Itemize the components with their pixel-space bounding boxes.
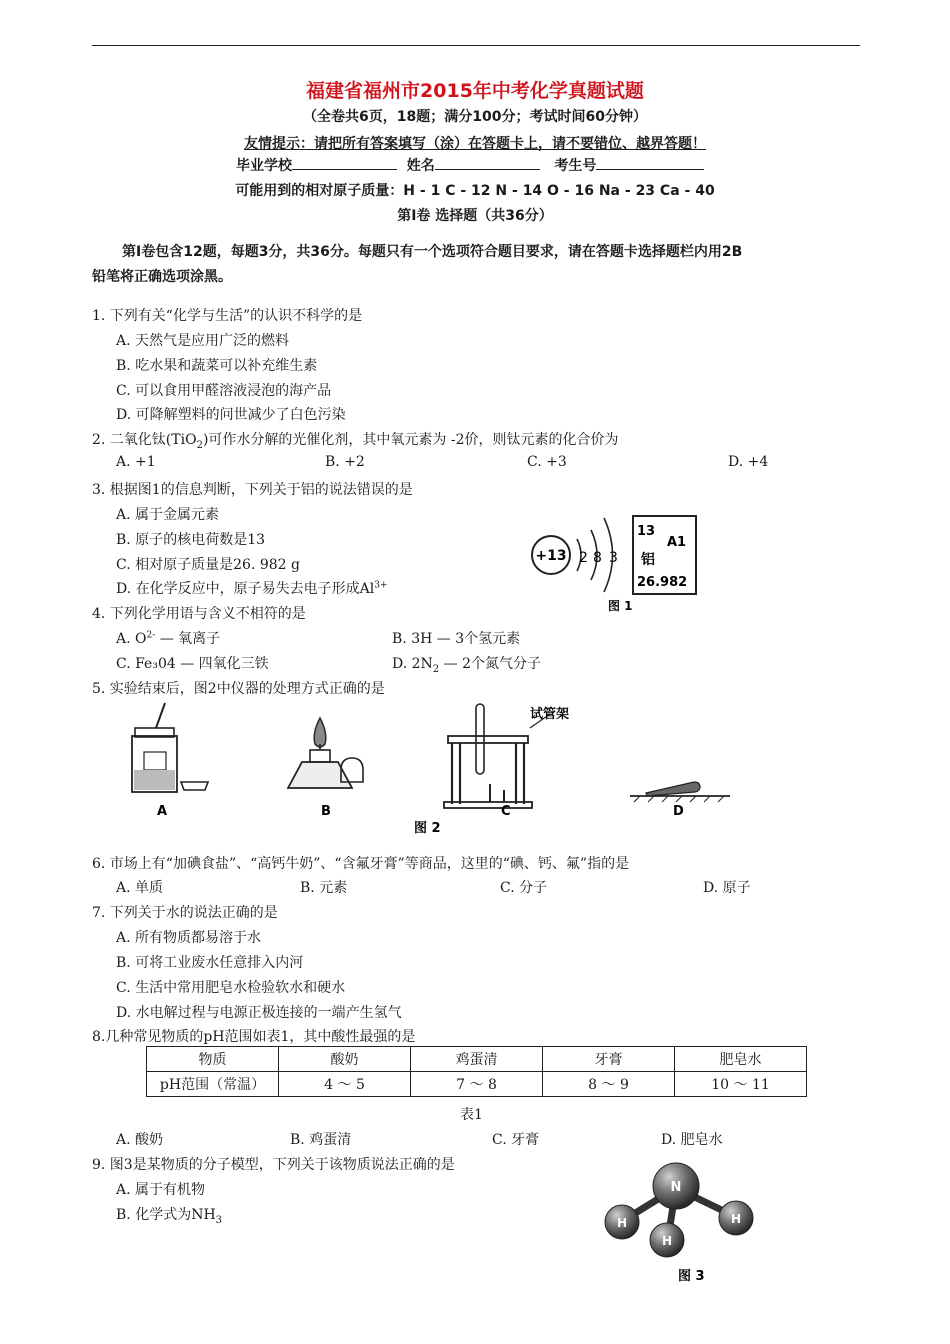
- figure-1-aluminum: [525, 510, 705, 615]
- q6-option-b[interactable]: B. 元素: [300, 880, 348, 896]
- table-cell: 8 ～ 9: [543, 1072, 675, 1097]
- label-a: A: [157, 804, 168, 819]
- q1-option-c[interactable]: C. 可以食用甲醛溶液浸泡的海产品: [116, 383, 332, 399]
- q4-option-b[interactable]: B. 3H — 3个氢元素: [392, 631, 521, 647]
- apparatus-a-jar: [132, 703, 208, 792]
- q1-option-d[interactable]: D. 可降解塑料的问世减少了白色污染: [116, 407, 346, 423]
- q2-option-c[interactable]: C. +3: [527, 454, 567, 470]
- school-blank[interactable]: [292, 155, 397, 170]
- q6-stem: 6. 市场上有“加碘食盐”、“高钙牛奶”、“含氟牙膏”等商品，这里的“碘、钙、氟”指的是: [92, 856, 630, 872]
- apparatus-d-tube: [630, 782, 730, 802]
- q5-stem: 5. 实验结束后，图2中仪器的处理方式正确的是: [92, 681, 385, 697]
- q2-stem: 2. 二氧化钛(TiO$_2$)可作水分解的光催化剂，其中氧元素为 -2价，则钛元素的化合价为: [92, 432, 619, 451]
- q7-stem: 7. 下列关于水的说法正确的是: [92, 905, 278, 921]
- q2-option-a[interactable]: A. +1: [116, 454, 156, 470]
- section-intro-line2: 铅笔将正确选项涂黑。: [92, 269, 232, 285]
- figure-2-apparatus: [120, 698, 740, 840]
- figure-3-caption: 图 3: [678, 1269, 705, 1284]
- q8-option-b[interactable]: B. 鸡蛋清: [290, 1132, 352, 1148]
- exam-info: （全卷共6页，18题；满分100分；考试时间60分钟）: [303, 109, 647, 125]
- header-rule: [92, 45, 860, 46]
- q3-option-b[interactable]: B. 原子的核电荷数是13: [116, 532, 266, 548]
- figure-2-caption: 图 2: [414, 821, 441, 836]
- q1-option-b[interactable]: B. 吃水果和蔬菜可以补充维生素: [116, 358, 318, 374]
- hydrogen-label-2: H: [730, 1212, 742, 1226]
- shell-1-electrons: 2: [579, 550, 588, 566]
- table-cell: 10 ～ 11: [675, 1072, 807, 1097]
- q8-option-d[interactable]: D. 肥皂水: [661, 1132, 723, 1148]
- q8-option-a[interactable]: A. 酸奶: [116, 1132, 164, 1148]
- exam-number-blank[interactable]: [596, 155, 704, 170]
- table-1-caption: 表1: [460, 1107, 483, 1123]
- rack-label: 试管架: [530, 707, 570, 722]
- shell-2-electrons: 8: [593, 550, 602, 566]
- apparatus-b-lamp: [288, 718, 363, 788]
- apparatus-c-rack: [444, 704, 569, 808]
- table-header-cell: 酸奶: [279, 1047, 411, 1072]
- section-title: 第Ⅰ卷 选择题（共36分）: [397, 208, 553, 224]
- exam-tip: 友情提示：请把所有答案填写（涂）在答题卡上，请不要错位、越界答题！: [244, 136, 706, 152]
- q8-stem: 8.几种常见物质的pH范围如表1，其中酸性最强的是: [92, 1029, 416, 1045]
- hydrogen-label-1: H: [616, 1216, 628, 1230]
- label-c: C: [501, 804, 511, 819]
- table-cell: 7 ～ 8: [411, 1072, 543, 1097]
- nucleus-charge: +13: [535, 548, 567, 564]
- atomic-mass: 26.982: [637, 575, 688, 590]
- q9-option-a[interactable]: A. 属于有机物: [116, 1182, 206, 1198]
- label-d: D: [673, 804, 684, 819]
- q3-stem: 3. 根据图1的信息判断，下列关于铝的说法错误的是: [92, 482, 413, 498]
- element-symbol: A1: [667, 535, 687, 550]
- nitrogen-label: N: [670, 1180, 682, 1195]
- q2-option-b[interactable]: B. +2: [325, 454, 365, 470]
- name-blank[interactable]: [435, 155, 540, 170]
- shell-3-electrons: 3: [609, 550, 618, 566]
- table-header-cell: 牙膏: [543, 1047, 675, 1072]
- section-intro-line1: 第Ⅰ卷包含12题，每题3分，共36分。每题只有一个选项符合题目要求，请在答题卡选择题栏内用2B: [122, 244, 743, 260]
- ph-table: [146, 1046, 807, 1097]
- q4-stem: 4. 下列化学用语与含义不相符的是: [92, 606, 306, 622]
- figure-1-caption: 图 1: [608, 599, 633, 613]
- q1-stem: 1. 下列有关“化学与生活”的认识不科学的是: [92, 308, 363, 324]
- element-name: 铝: [641, 552, 655, 568]
- table-row: [147, 1072, 807, 1097]
- q3-option-a[interactable]: A. 属于金属元素: [116, 507, 220, 523]
- table-header-cell: 鸡蛋清: [411, 1047, 543, 1072]
- table-row: [147, 1047, 807, 1072]
- q4-option-a[interactable]: A. $O^{2-}$ — 氧离子: [116, 630, 221, 647]
- table-header-cell: 物质: [147, 1047, 279, 1072]
- table-cell: pH范围（常温）: [147, 1072, 279, 1097]
- q1-option-a[interactable]: A. 天然气是应用广泛的燃料: [116, 333, 290, 349]
- page-title: 福建省福州市2015年中考化学真题试题: [306, 80, 644, 102]
- q9-stem: 9. 图3是某物质的分子模型，下列关于该物质说法正确的是: [92, 1157, 455, 1173]
- figure-3-molecule: [596, 1158, 776, 1288]
- q2-option-d[interactable]: D. +4: [728, 454, 769, 470]
- q3-option-c[interactable]: C. 相对原子质量是26. 982 g: [116, 557, 300, 573]
- q6-option-d[interactable]: D. 原子: [703, 880, 751, 896]
- q7-option-c[interactable]: C. 生活中常用肥皂水检验软水和硬水: [116, 980, 346, 996]
- label-b: B: [321, 804, 331, 819]
- student-info-row: 毕业学校 姓名 考生号: [236, 155, 704, 175]
- q9-option-b[interactable]: B. 化学式为$NH_3$: [116, 1207, 223, 1226]
- q8-option-c[interactable]: C. 牙膏: [492, 1132, 540, 1148]
- q4-option-d[interactable]: D. $2N_2$ — 2个氮气分子: [392, 656, 541, 675]
- table-header-cell: 肥皂水: [675, 1047, 807, 1072]
- q7-option-a[interactable]: A. 所有物质都易溶于水: [116, 930, 262, 946]
- q4-option-c[interactable]: C. Fe₃04 — 四氧化三铁: [116, 656, 269, 672]
- hydrogen-label-3: H: [661, 1234, 673, 1248]
- q7-option-b[interactable]: B. 可将工业废水任意排入内河: [116, 955, 304, 971]
- table-cell: 4 ～ 5: [279, 1072, 411, 1097]
- q6-option-c[interactable]: C. 分子: [500, 880, 548, 896]
- q3-option-d[interactable]: D. 在化学反应中，原子易失去电子形成$Al^{3+}$: [116, 580, 388, 597]
- atomic-number: 13: [637, 524, 656, 539]
- atomic-masses: 可能用到的相对原子质量：H - 1 C - 12 N - 14 O - 16 Na - 23 Ca - 40: [235, 183, 715, 199]
- q6-option-a[interactable]: A. 单质: [116, 880, 164, 896]
- q7-option-d[interactable]: D. 水电解过程与电源正极连接的一端产生氢气: [116, 1005, 402, 1021]
